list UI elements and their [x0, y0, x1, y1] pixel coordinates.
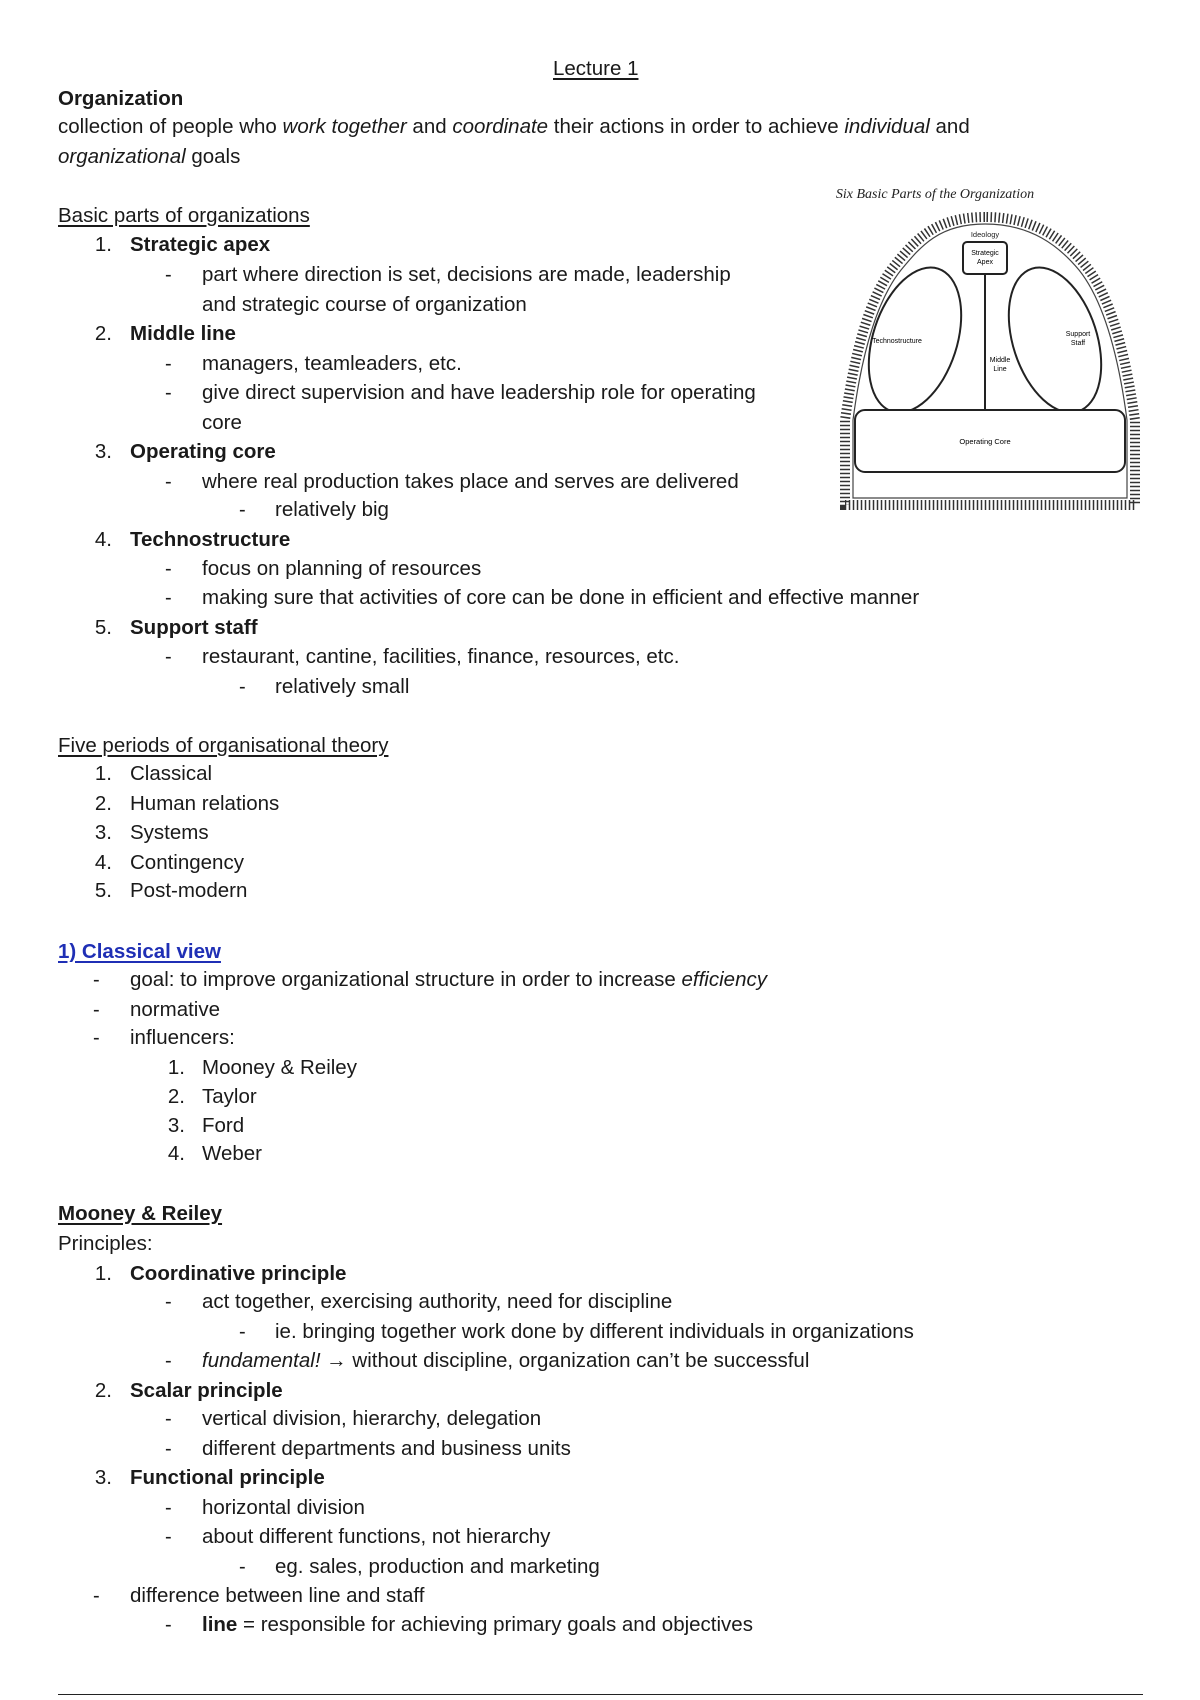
- list-number: 5.: [94, 616, 112, 639]
- middle-line-label: Middle line: [130, 322, 236, 345]
- list-number: 1.: [94, 233, 112, 256]
- list-item: making sure that activities of core can be done in efficient and effective manner: [202, 586, 920, 609]
- list-number: 2.: [94, 322, 112, 345]
- list-item: focus on planning of resources: [202, 557, 482, 580]
- list-item: restaurant, cantine, facilities, finance, resources, etc.: [202, 645, 680, 668]
- list-number: 1.: [167, 1056, 185, 1079]
- page-title: Lecture 1: [553, 57, 639, 80]
- list-number: 2.: [167, 1085, 185, 1108]
- diagram-strategic-apex-label-2: Apex: [977, 259, 993, 266]
- list-item: difference between line and staff: [130, 1584, 425, 1607]
- functional-principle-label: Functional principle: [130, 1466, 325, 1489]
- list-item: about different functions, not hierarchy: [202, 1525, 551, 1548]
- bullet-dash: -: [165, 1614, 172, 1636]
- list-item: horizontal division: [202, 1496, 365, 1519]
- list-item: and strategic course of organization: [202, 293, 527, 316]
- list-item: line = responsible for achieving primary goals and objectives: [202, 1613, 753, 1636]
- footer-divider: [58, 1694, 1143, 1695]
- list-item: goal: to improve organizational structure in order to increase efficiency: [130, 968, 767, 991]
- organization-parts-diagram: [835, 180, 1145, 510]
- organization-definition-cont: organizational goals: [58, 145, 241, 168]
- list-item: Systems: [130, 821, 209, 844]
- bullet-dash: -: [239, 499, 246, 521]
- list-item: core: [202, 411, 242, 434]
- bullet-dash: -: [165, 587, 172, 609]
- list-item: relatively big: [275, 498, 389, 521]
- diagram-technostructure-label: Technostructure: [872, 338, 922, 345]
- list-item: Mooney & Reiley: [202, 1056, 357, 1079]
- list-item: fundamental! → without discipline, organization can’t be successful: [202, 1349, 810, 1372]
- operating-core-label: Operating core: [130, 440, 276, 463]
- basic-parts-heading: Basic parts of organizations: [58, 204, 310, 227]
- scalar-principle-label: Scalar principle: [130, 1379, 283, 1402]
- bullet-dash: -: [239, 1321, 246, 1343]
- list-number: 5.: [94, 879, 112, 902]
- diagram-strategic-apex-label-1: Strategic: [971, 250, 999, 257]
- bullet-dash: -: [93, 1027, 100, 1049]
- list-number: 4.: [94, 851, 112, 874]
- diagram-middle-line-label-1: Middle: [989, 357, 1011, 364]
- diagram-title: Six Basic Parts of the Organization: [835, 187, 1035, 202]
- list-item: relatively small: [275, 675, 410, 698]
- list-item: Human relations: [130, 792, 280, 815]
- list-item: ie. bringing together work done by different individuals in organizations: [275, 1320, 914, 1343]
- list-item: Contingency: [130, 851, 244, 874]
- bullet-dash: -: [93, 999, 100, 1021]
- support-staff-label: Support staff: [130, 616, 258, 639]
- bullet-dash: -: [165, 1497, 172, 1519]
- bullet-dash: -: [165, 353, 172, 375]
- bullet-dash: -: [165, 1438, 172, 1460]
- list-item: different departments and business units: [202, 1437, 571, 1460]
- list-number: 3.: [94, 440, 112, 463]
- list-item: act together, exercising authority, need for discipline: [202, 1290, 673, 1313]
- list-number: 4.: [94, 528, 112, 551]
- list-item: Classical: [130, 762, 213, 785]
- list-item: eg. sales, production and marketing: [275, 1555, 600, 1578]
- list-number: 2.: [94, 792, 112, 815]
- list-item: part where direction is set, decisions are made, leadership: [202, 263, 731, 286]
- classical-view-heading: 1) Classical view: [58, 940, 221, 963]
- strategic-apex-label: Strategic apex: [130, 233, 271, 256]
- list-item: Weber: [202, 1142, 263, 1165]
- bullet-dash: -: [165, 1408, 172, 1430]
- diagram-operating-core-label: Operating Core: [959, 437, 1011, 446]
- bullet-dash: -: [165, 264, 172, 286]
- bullet-dash: -: [165, 382, 172, 404]
- list-number: 1.: [94, 1262, 112, 1285]
- list-item: normative: [130, 998, 221, 1021]
- list-item: give direct supervision and have leadership role for operating: [202, 381, 756, 404]
- periods-heading: Five periods of organisational theory: [58, 734, 389, 757]
- list-item: Taylor: [202, 1085, 257, 1108]
- bullet-dash: -: [165, 1526, 172, 1548]
- bullet-dash: -: [165, 646, 172, 668]
- list-item: influencers:: [130, 1026, 235, 1049]
- organization-definition: collection of people who work together and coordinate their actions in order to achieve individual and: [58, 115, 970, 138]
- bullet-dash: -: [165, 558, 172, 580]
- list-number: 3.: [94, 1466, 112, 1489]
- organization-heading: Organization: [58, 87, 184, 110]
- bullet-dash: -: [165, 1350, 172, 1372]
- diagram-support-staff-label-1: Support: [1065, 331, 1091, 338]
- bullet-dash: -: [165, 1291, 172, 1313]
- list-item: Ford: [202, 1114, 245, 1137]
- bullet-dash: -: [165, 471, 172, 493]
- coordinative-principle-label: Coordinative principle: [130, 1262, 347, 1285]
- principles-label: Principles:: [58, 1232, 153, 1255]
- list-item: Post-modern: [130, 879, 248, 902]
- list-number: 2.: [94, 1379, 112, 1402]
- diagram-middle-line-label-2: Line: [993, 366, 1007, 373]
- list-item: where real production takes place and serves are delivered: [202, 470, 739, 493]
- bullet-dash: -: [93, 969, 100, 991]
- list-item: managers, teamleaders, etc.: [202, 352, 462, 375]
- list-number: 3.: [94, 821, 112, 844]
- bullet-dash: -: [239, 1556, 246, 1578]
- diagram-ideology-label: Ideology: [970, 230, 1000, 239]
- diagram-support-staff-label-2: Staff: [1070, 340, 1086, 347]
- mooney-reiley-heading: Mooney & Reiley: [58, 1202, 223, 1225]
- bullet-dash: -: [93, 1585, 100, 1607]
- list-item: vertical division, hierarchy, delegation: [202, 1407, 542, 1430]
- list-number: 3.: [167, 1114, 185, 1137]
- diagram-strategic-apex: [963, 242, 1007, 274]
- bullet-dash: -: [239, 676, 246, 698]
- list-number: 4.: [167, 1142, 185, 1165]
- list-number: 1.: [94, 762, 112, 785]
- technostructure-label: Technostructure: [130, 528, 291, 551]
